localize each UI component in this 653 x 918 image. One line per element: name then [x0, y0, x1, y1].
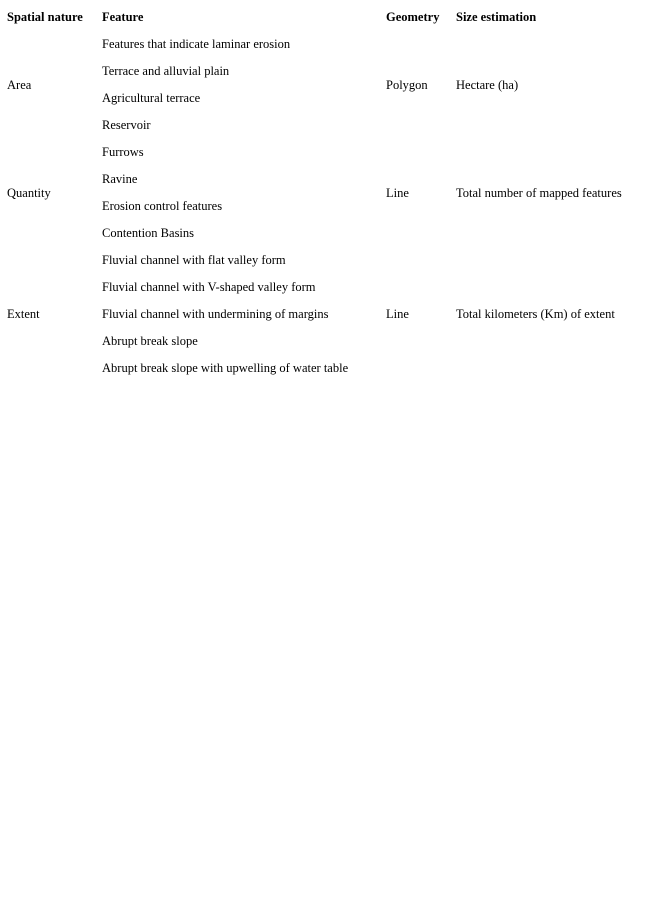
feature-cell: Fluvial channel with V-shaped valley form [102, 280, 316, 294]
feature-cell: Ravine [102, 172, 138, 186]
features-table [3, 4, 640, 382]
size-estimation-cell: Total number of mapped features [456, 185, 622, 200]
spatial-nature-cell: Quantity [7, 185, 51, 200]
size-estimation-cell: Total kilometers (Km) of extent [456, 307, 615, 321]
header-size-estimation: Size estimation [456, 10, 537, 24]
feature-cell: Contention Basins [102, 226, 195, 240]
feature-cell: Fluvial channel with flat valley form [102, 253, 286, 267]
feature-cell: Abrupt break slope [102, 334, 198, 348]
feature-cell: Furrows [102, 145, 144, 159]
feature-cell: Erosion control features [102, 199, 223, 213]
size-estimation-cell: Hectare (ha) [456, 77, 519, 92]
feature-cell: Agricultural terrace [102, 91, 201, 105]
feature-cell: Reservoir [102, 118, 151, 132]
geometry-cell: Line [386, 307, 409, 321]
table-row [3, 139, 640, 166]
header-feature: Feature [102, 10, 144, 24]
spatial-nature-cell: Area [7, 77, 32, 92]
table-row [3, 31, 640, 58]
feature-cell: Features that indicate laminar erosion [102, 37, 291, 51]
table-header-row [3, 4, 640, 31]
feature-cell: Terrace and alluvial plain [102, 64, 230, 78]
geometry-cell: Line [386, 185, 409, 200]
feature-cell: Fluvial channel with undermining of margins [102, 307, 329, 321]
spatial-nature-cell: Extent [7, 307, 40, 321]
table-row [3, 247, 640, 274]
header-spatial-nature: Spatial nature [7, 10, 83, 24]
feature-cell: Abrupt break slope with upwelling of water table [102, 361, 349, 375]
header-geometry: Geometry [386, 10, 440, 24]
geometry-cell: Polygon [386, 77, 428, 92]
